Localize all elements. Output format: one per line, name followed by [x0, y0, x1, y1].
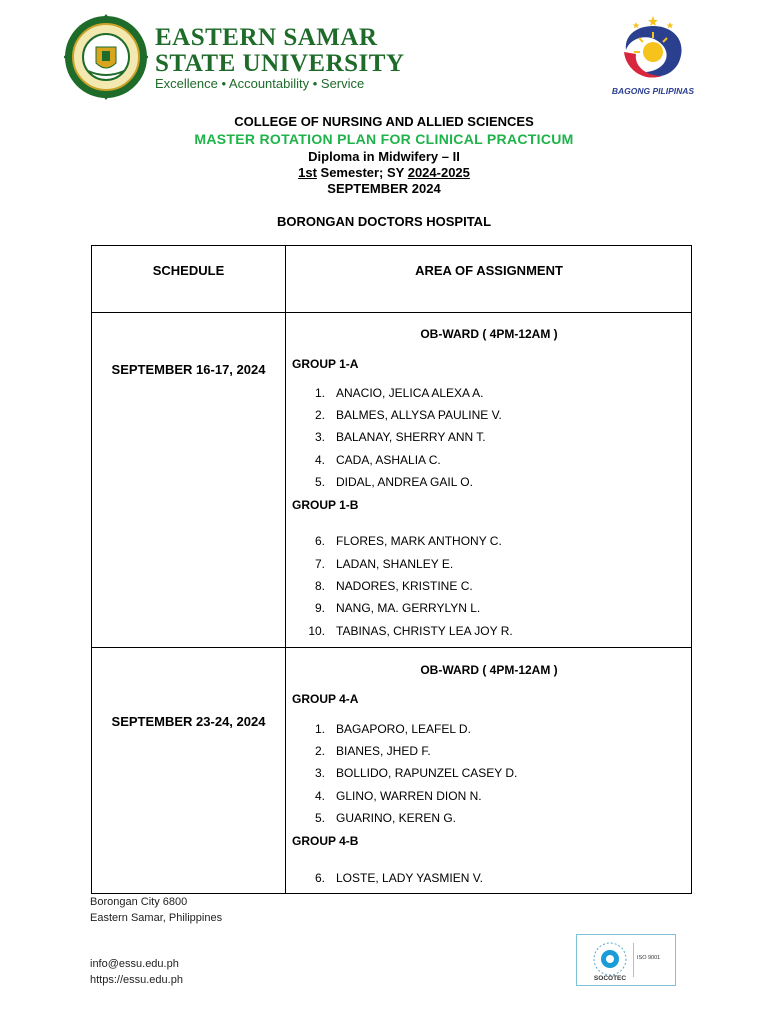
student-name: NANG, MA. GERRYLYN L.: [336, 601, 481, 615]
socotec-logo-icon: [591, 940, 629, 978]
column-divider: [285, 246, 286, 893]
college-name: COLLEGE OF NURSING AND ALLIED SCIENCES: [234, 114, 534, 129]
program-name: Diploma in Midwifery – II: [308, 149, 460, 164]
list-number: 2.: [314, 744, 325, 758]
website-link[interactable]: https://essu.edu.ph: [90, 974, 183, 986]
list-number: 10.: [308, 624, 325, 638]
list-item: [302, 722, 471, 736]
list-item: [302, 453, 441, 467]
list-item: [302, 557, 453, 571]
list-item: [302, 624, 513, 638]
month-line: SEPTEMBER 2024: [327, 181, 441, 196]
student-name: BALANAY, SHERRY ANN T.: [336, 430, 486, 444]
list-number: 1.: [314, 722, 325, 736]
list-number: 6.: [314, 871, 325, 885]
iso-standard-label: ISO 9001: [637, 955, 661, 961]
list-number: 3.: [314, 430, 325, 444]
iso-certification-badge: [576, 934, 676, 986]
list-number: 4.: [314, 789, 325, 803]
list-item: [302, 871, 483, 885]
list-number: 5.: [314, 475, 325, 489]
row-divider: [92, 647, 691, 648]
university-motto: Excellence • Accountability • Service: [155, 76, 365, 91]
student-name: TABINAS, CHRISTY LEA JOY R.: [336, 624, 513, 638]
list-item: [302, 579, 473, 593]
list-number: 5.: [314, 811, 325, 825]
schedule-cell: SEPTEMBER 23-24, 2024: [111, 714, 266, 729]
list-item: [302, 744, 431, 758]
area-of-assignment-header: AREA OF ASSIGNMENT: [415, 263, 563, 278]
group-label: GROUP 4-B: [292, 834, 359, 848]
list-number: 4.: [314, 453, 325, 467]
university-name-line1: EASTERN SAMAR: [155, 24, 378, 51]
student-name: FLORES, MARK ANTHONY C.: [336, 534, 502, 548]
list-item: [302, 601, 480, 615]
list-item: [302, 386, 483, 400]
student-name: BAGAPORO, LEAFEL D.: [336, 722, 471, 736]
student-name: BIANES, JHED F.: [336, 744, 431, 758]
badge-divider: [633, 943, 634, 977]
list-item: [302, 408, 502, 422]
address-line-2: Eastern Samar, Philippines: [90, 912, 223, 924]
student-name: GUARINO, KEREN G.: [336, 811, 457, 825]
list-item: [302, 534, 502, 548]
header-divider: [92, 312, 691, 313]
group-label: GROUP 4-A: [292, 692, 359, 706]
list-item: [302, 789, 482, 803]
semester-ordinal: 1st: [298, 165, 317, 180]
plan-title: MASTER ROTATION PLAN FOR CLINICAL PRACTICUM: [194, 131, 574, 147]
list-item: [302, 811, 456, 825]
schedule-cell: SEPTEMBER 16-17, 2024: [111, 362, 266, 377]
school-year: 2024-2025: [407, 165, 470, 180]
list-number: 6.: [314, 534, 325, 548]
ward-label: OB-WARD ( 4PM-12AM ): [420, 663, 558, 677]
ward-label: OB-WARD ( 4PM-12AM ): [420, 327, 558, 341]
student-name: BOLLIDO, RAPUNZEL CASEY D.: [336, 766, 518, 780]
schedule-header: SCHEDULE: [152, 263, 225, 278]
list-item: [302, 430, 486, 444]
university-seal-logo: [64, 14, 148, 100]
bagong-pilipinas-logo: [616, 14, 690, 86]
student-name: LOSTE, LADY YASMIEN V.: [336, 871, 483, 885]
list-item: [302, 766, 517, 780]
student-name: GLINO, WARREN DION N.: [336, 789, 482, 803]
student-name: DIDAL, ANDREA GAIL O.: [336, 475, 473, 489]
list-number: 1.: [314, 386, 325, 400]
semester-line: [0, 165, 768, 181]
student-name: LADAN, SHANLEY E.: [336, 557, 454, 571]
list-number: 7.: [314, 557, 325, 571]
university-name-line2: STATE UNIVERSITY: [155, 50, 405, 77]
list-number: 9.: [314, 601, 325, 615]
contact-email[interactable]: info@essu.edu.ph: [90, 958, 179, 970]
socotec-label: SOCOTEC: [593, 975, 627, 982]
student-name: ANACIO, JELICA ALEXA A.: [336, 386, 484, 400]
semester-middle: Semester; SY: [316, 165, 408, 180]
list-number: 2.: [314, 408, 325, 422]
address-line-1: Borongan City 6800: [90, 896, 188, 908]
group-label: GROUP 1-B: [292, 498, 359, 512]
list-number: 8.: [314, 579, 325, 593]
list-number: 3.: [314, 766, 325, 780]
student-name: BALMES, ALLYSA PAULINE V.: [336, 408, 502, 422]
list-item: [302, 475, 473, 489]
rotation-table: [91, 245, 692, 894]
group-label: GROUP 1-A: [292, 357, 359, 371]
student-name: NADORES, KRISTINE C.: [336, 579, 473, 593]
hospital-name: BORONGAN DOCTORS HOSPITAL: [276, 214, 492, 229]
bagong-pilipinas-label: BAGONG PILIPINAS: [611, 86, 695, 96]
student-name: CADA, ASHALIA C.: [336, 453, 441, 467]
